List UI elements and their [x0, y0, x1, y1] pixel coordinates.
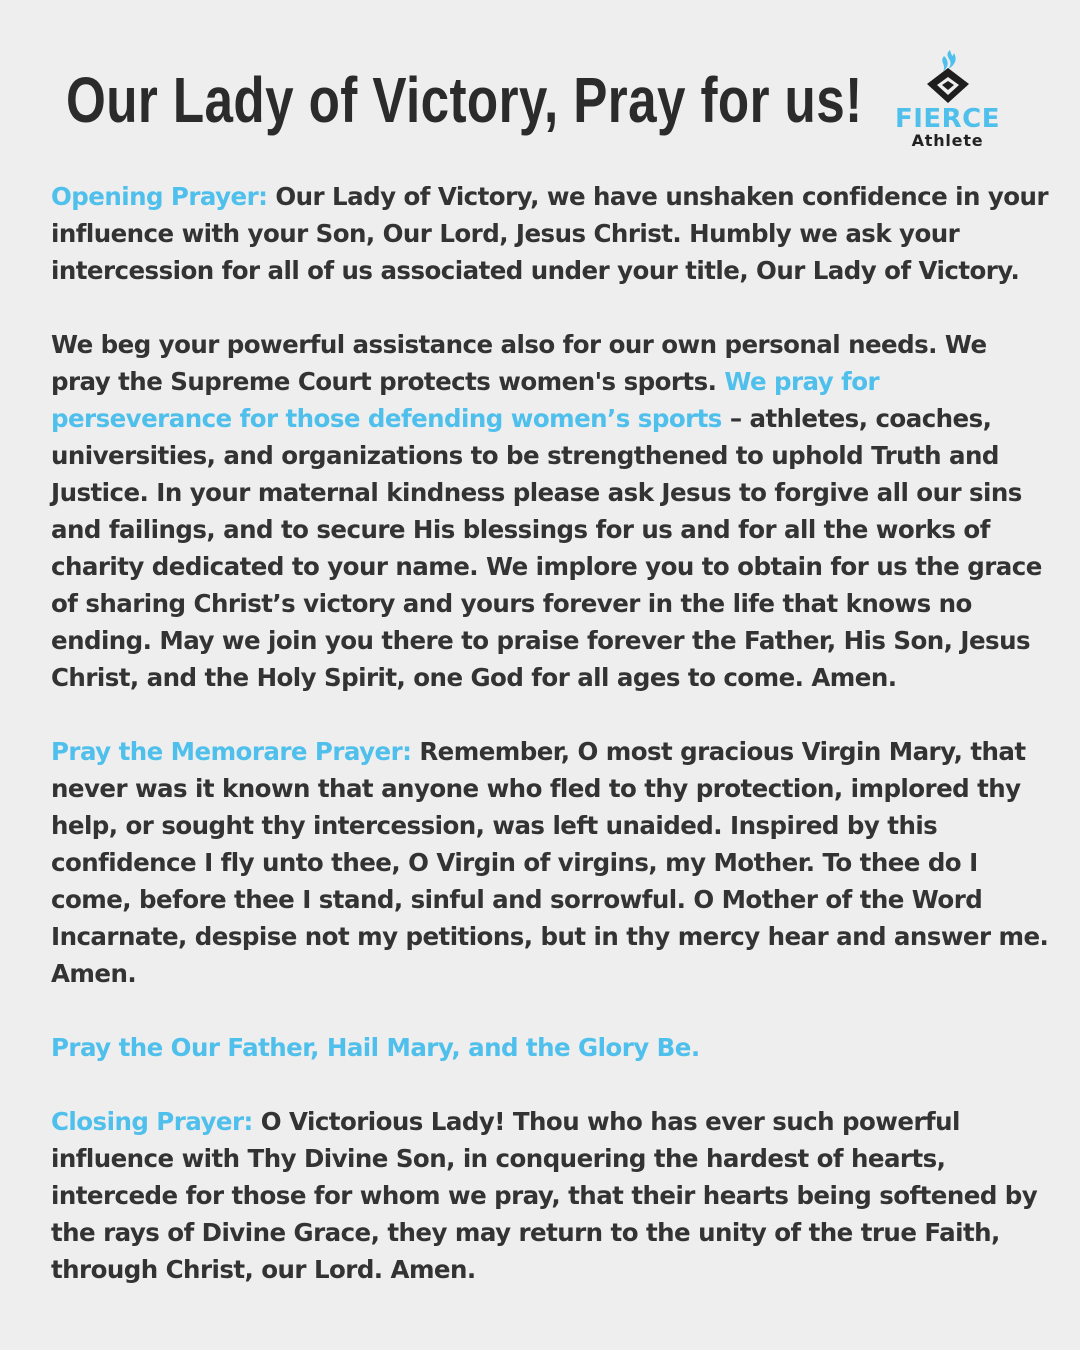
closing-prayer-text: O Victorious Lady! Thou who has ever such powerful influence with Thy Divine Son, in conquering the hardest of hearts, intercede for those for whom we pray, that their hearts being softened by the rays of Divine Grace, they may return to the unity of the true Faith, through Christ, our Lord. Amen. [51, 1107, 1038, 1284]
closing-prayer-paragraph [51, 1103, 1051, 1288]
petition-highlight: We pray for perseverance for those defending women’s sports [51, 367, 880, 433]
logo-sub-text: Athlete [911, 131, 984, 150]
memorare-label: Pray the Memorare Prayer: [51, 737, 412, 766]
logo-brand-text: FIERCE [894, 104, 1001, 134]
closing-prayer-label: Closing Prayer: [51, 1107, 253, 1136]
memorare-paragraph [51, 733, 1051, 992]
fierce-athlete-logo [885, 48, 1010, 160]
opening-prayer-label: Opening Prayer: [51, 182, 268, 211]
our-father-label: Pray the Our Father, Hail Mary, and the Glory Be. [51, 1033, 700, 1062]
memorare-text: Remember, O most gracious Virgin Mary, that never was it known that anyone who fled to thy protection, implored thy help, or sought thy intercession, was left unaided. Inspired by this confidence I fly unto thee, O Virgin of virgins, my Mother. To thee do I come, before thee I stand, sinful and sorrowful. O Mother of the Word Incarnate, despise not my petitions, but in thy mercy hear and answer me. Amen. [51, 737, 1049, 988]
opening-prayer-paragraph [51, 178, 1051, 289]
our-father-paragraph [51, 1029, 1051, 1066]
fierce-athlete-emblem-icon [923, 48, 973, 104]
page-title: Our Lady of Victory, Pray for us! [66, 64, 863, 136]
prayer-content [51, 178, 1051, 1325]
petition-paragraph [51, 326, 1051, 696]
petition-text-after: – athletes, coaches, universities, and organizations to be strengthened to uphold Truth and Justice. In your maternal kindness please ask Jesus to forgive all our sins and failings, and to secure His blessings for us and for all the works of charity dedicated to your name. We implore you to obtain for us the grace of sharing Christ’s victory and yours forever in the life that knows no ending. May we join you there to praise forever the Father, His Son, Jesus Christ, and the Holy Spirit, one God for all ages to come. Amen. [51, 404, 1042, 692]
opening-prayer-text: Our Lady of Victory, we have unshaken confidence in your influence with your Son, Our Lord, Jesus Christ. Humbly we ask your intercession for all of us associated under your title, Our Lady of Victory. [51, 182, 1048, 285]
petition-text-before: We beg your powerful assistance also for our own personal needs. We pray the Supreme Court protects women's sports. [51, 330, 987, 396]
